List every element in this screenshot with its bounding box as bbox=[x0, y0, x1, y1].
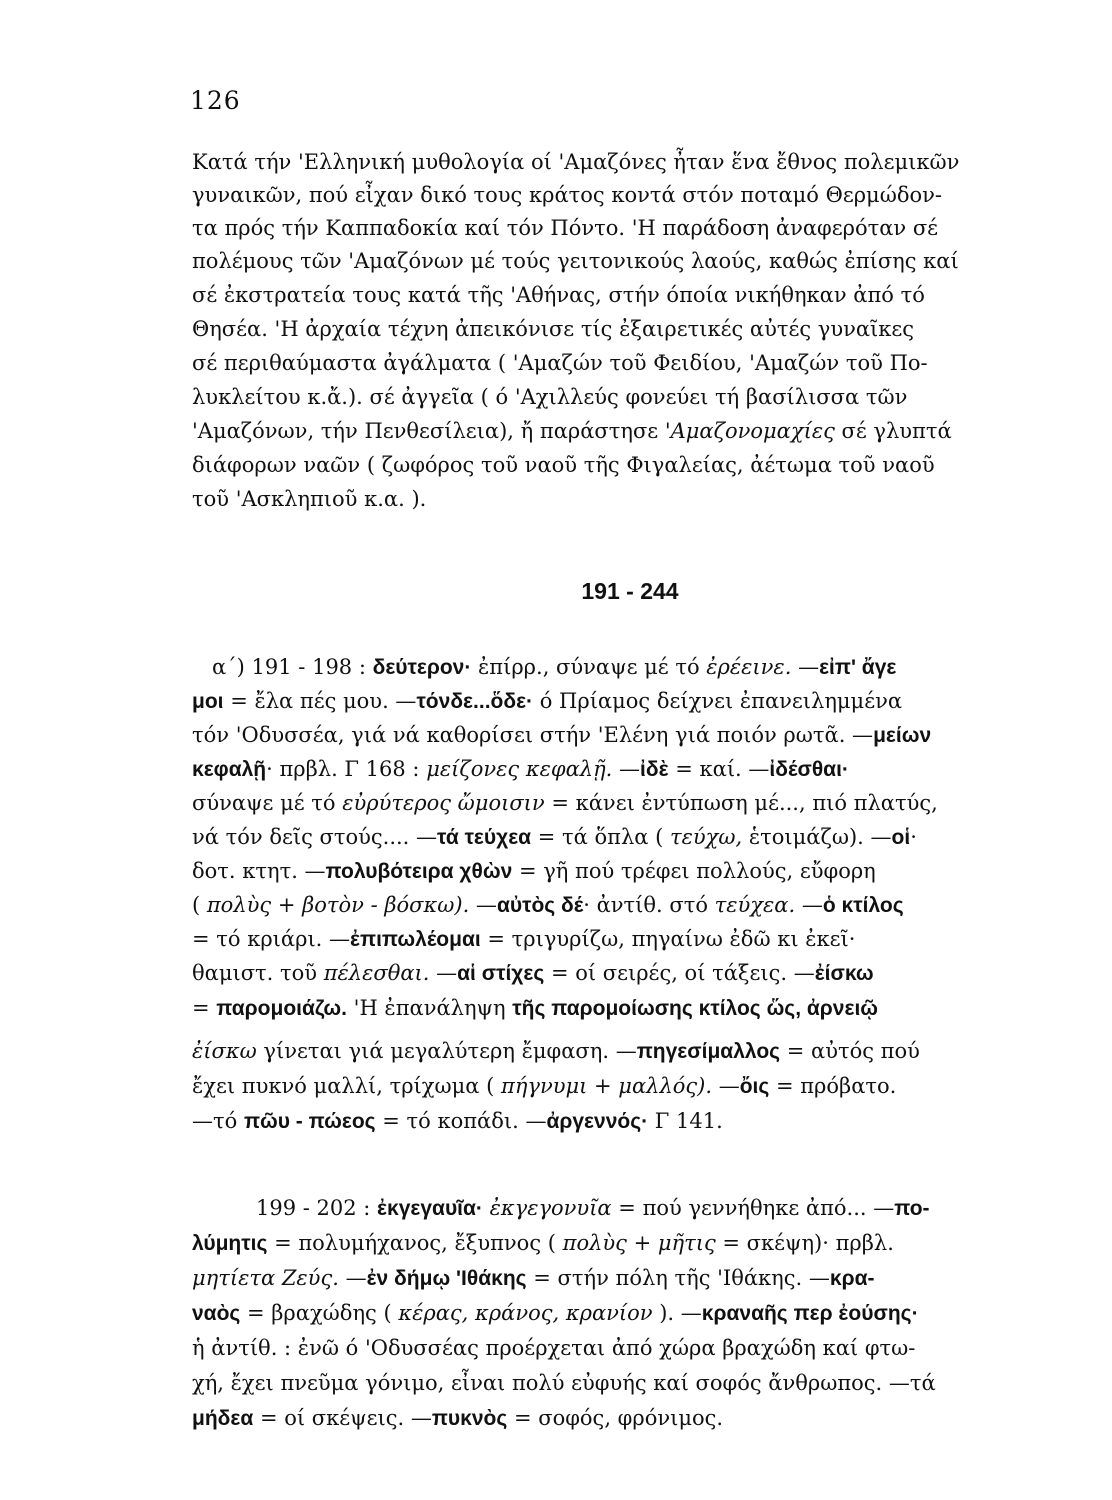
text-run: — bbox=[429, 961, 458, 985]
quote-italic: τεύχεα. bbox=[714, 893, 796, 917]
text-line bbox=[192, 280, 925, 310]
text-line bbox=[212, 652, 896, 683]
quote-italic: μείζονες κεφαλῇ. bbox=[426, 757, 613, 781]
quote-italic: πολὺς + μῆτις bbox=[562, 1231, 716, 1255]
text-run: τα πρός τήν Καππαδοκία καί τόν Πόντο. 'Η παράδοση ἀναφερόταν σέ bbox=[192, 216, 939, 240]
text-run: σύναψε μέ τό bbox=[192, 791, 343, 815]
lemma-bold: ὄις bbox=[739, 1075, 770, 1098]
lemma-bold: πῶυ - πώεος bbox=[243, 1110, 376, 1133]
text-line bbox=[192, 382, 907, 412]
text-line bbox=[192, 1368, 936, 1398]
text-run: νά τόν δεῖς στούς.... — bbox=[192, 825, 438, 849]
text-run: ). — bbox=[652, 1301, 702, 1325]
text-run: = γῆ πού τρέφει πολλούς, εὔφορη bbox=[512, 859, 876, 883]
text-run: — bbox=[712, 1074, 740, 1098]
text-line bbox=[192, 1071, 896, 1102]
text-run: · ἀντίθ. στό bbox=[583, 893, 715, 917]
text-line bbox=[256, 1193, 930, 1224]
text-run: σέ γλυπτά bbox=[834, 419, 952, 443]
text-run: = κάνει ἐντύπωση μέ..., πιό πλατύς, bbox=[544, 791, 938, 815]
text-run: = καί. — bbox=[668, 757, 770, 781]
text-run: ( bbox=[192, 893, 207, 917]
lemma-bold: ἐν δήμῳ 'Ιθάκης bbox=[366, 1267, 527, 1290]
text-line bbox=[192, 1403, 723, 1434]
lemma-bold: ὁ κτίλος bbox=[822, 894, 904, 917]
section-heading: 191 - 244 bbox=[581, 578, 679, 604]
text-run: = πού γεννήθηκε ἀπό... — bbox=[611, 1196, 895, 1220]
text-run: —τό bbox=[192, 1109, 244, 1133]
quote-italic: κέρας, κράνος, κρανίον bbox=[398, 1301, 653, 1325]
quote-italic: πέλεσθαι. bbox=[323, 961, 430, 985]
text-run: = οί σειρές, οί τάξεις. — bbox=[544, 961, 815, 985]
text-run: = τριγυρίζω, πηγαίνω ἐδῶ κι ἐκεῖ· bbox=[480, 927, 856, 951]
text-run: α΄) 191 - 198 : bbox=[212, 655, 373, 679]
text-line bbox=[192, 180, 942, 210]
text-line bbox=[192, 1333, 915, 1363]
text-run: = τό κοπάδι. — bbox=[375, 1109, 547, 1133]
text-line bbox=[192, 754, 849, 785]
text-run: = τό κριάρι. — bbox=[192, 927, 351, 951]
text-line bbox=[192, 1106, 723, 1137]
text-run: = αὐτός πού bbox=[780, 1039, 920, 1063]
text-run: Κατά τήν 'Ελληνική μυθολογία οί 'Αμαζόνες ἦταν ἕνα ἔθνος πολεμικῶν bbox=[192, 150, 960, 174]
lemma-bold: ἐίσκω bbox=[814, 962, 874, 985]
lemma-bold: ἐκγεγαυῖα· bbox=[377, 1197, 483, 1220]
text-run: ἔχει πυκνό μαλλί, τρίχωμα ( bbox=[192, 1074, 502, 1098]
lemma-bold: παρομοιάζω. bbox=[216, 997, 347, 1020]
lemma-bold: ναὸς bbox=[192, 1302, 241, 1325]
text-line bbox=[192, 720, 931, 751]
lemma-bold: κεφαλῇ bbox=[192, 758, 267, 781]
text-run: Γ 141. bbox=[648, 1109, 723, 1133]
text-line bbox=[192, 213, 938, 243]
lemma-bold: μείων bbox=[873, 724, 932, 747]
text-run: ό Πρίαμος δείχνει ἐπανειλημμένα bbox=[533, 689, 903, 713]
lemma-bold: αὐτὸς δέ bbox=[496, 894, 584, 917]
quote-italic: πολὺς + βοτὸν - βόσκω). bbox=[206, 893, 470, 917]
text-run: ἡ ἀντίθ. : ἐνῶ ό 'Οδυσσέας προέρχεται ἀπό χώρα βραχώδη καί φτω- bbox=[192, 1336, 916, 1360]
lemma-bold: ἀργεννός· bbox=[546, 1110, 649, 1133]
lemma-bold: δεύτερον· bbox=[372, 656, 472, 679]
text-line bbox=[192, 450, 935, 480]
text-run: = σκέψη)· πρβλ. bbox=[715, 1231, 894, 1255]
text-run: λυκλείτου κ.ἄ.). σέ ἀγγεῖα ( ό 'Αχιλλεύς φονεύει τή βασίλισσα τῶν bbox=[192, 385, 908, 409]
lemma-bold: αἱ στίχες bbox=[457, 962, 545, 985]
text-line bbox=[192, 484, 426, 514]
page-number: 126 bbox=[190, 86, 241, 115]
text-run: = σοφός, φρόνιμος. bbox=[507, 1406, 724, 1430]
text-run: = στήν πόλη τῆς 'Ιθάκης. — bbox=[526, 1266, 830, 1290]
text-run: = βραχώδης ( bbox=[240, 1301, 399, 1325]
text-line bbox=[192, 686, 902, 717]
text-line bbox=[192, 1263, 874, 1294]
text-line bbox=[192, 147, 959, 177]
text-run: θαμιστ. τοῦ bbox=[192, 961, 324, 985]
text-line bbox=[192, 1036, 920, 1067]
text-run: δοτ. κτητ. — bbox=[192, 859, 326, 883]
text-run: 199 - 202 : bbox=[256, 1196, 378, 1220]
lemma-bold: πυκνὸς bbox=[431, 1407, 508, 1430]
text-run: γυναικῶν, πού εἶχαν δικό τους κράτος κοντά στόν ποταμό Θερμώδον- bbox=[192, 183, 942, 207]
text-run: — bbox=[791, 655, 820, 679]
text-run: = ἔλα πές μου. — bbox=[223, 689, 417, 713]
quote-italic: πήγνυμι + μαλλός). bbox=[501, 1074, 713, 1098]
text-run: σέ ἐκστρατεία τους κατά τῆς 'Αθήνας, στήν όποία νικήθηκαν ἀπό τό bbox=[192, 283, 925, 307]
lemma-bold: ἰδέσθαι· bbox=[769, 758, 849, 781]
text-run: πολέμους τῶν 'Αμαζόνων μέ τούς γειτονικούς λαούς, καθώς ἐπίσης καί bbox=[192, 249, 959, 273]
text-run: — bbox=[612, 757, 641, 781]
text-line bbox=[192, 246, 959, 276]
text-line bbox=[192, 1298, 919, 1329]
text-run: · bbox=[910, 825, 917, 849]
text-run: γίνεται γιά μεγαλύτερη ἔμφαση. — bbox=[256, 1039, 637, 1063]
text-run: · πρβλ. Γ 168 : bbox=[266, 757, 427, 781]
quote-italic: εὐρύτερος ὤμοισιν bbox=[342, 791, 545, 815]
lemma-bold: ἰδὲ bbox=[640, 758, 669, 781]
text-line bbox=[192, 890, 904, 921]
quote-italic: ἐίσκω bbox=[192, 1039, 257, 1063]
text-run: — bbox=[795, 893, 823, 917]
lemma-bold: οἱ bbox=[891, 826, 911, 849]
text-run: = πρόβατο. bbox=[769, 1074, 897, 1098]
text-run: τοῦ 'Ασκληπιοῦ κ.α. ). bbox=[192, 487, 427, 511]
text-line bbox=[192, 924, 855, 955]
lemma-bold: πηγεσίμαλλος bbox=[636, 1040, 781, 1063]
text-run: — bbox=[338, 1266, 367, 1290]
lemma-bold: κρα- bbox=[829, 1267, 875, 1290]
text-line bbox=[192, 348, 928, 378]
text-run: σέ περιθαύμαστα ἀγάλματα ( 'Αμαζών τοῦ Φειδίου, 'Αμαζών τοῦ Πο- bbox=[192, 351, 928, 375]
lemma-bold: πολυβότειρα χθὼν bbox=[325, 860, 513, 883]
text-run: ἐπίρρ., σύναψε μέ τό bbox=[471, 655, 707, 679]
lemma-bold: τά τεύχεα bbox=[437, 826, 532, 849]
lemma-bold: τῆς παρομοίωσης κτίλος ὥς, ἀρνειῷ bbox=[512, 997, 879, 1020]
text-line bbox=[192, 856, 876, 887]
text-line bbox=[192, 958, 874, 989]
quote-italic: τεύχω, bbox=[670, 825, 743, 849]
lemma-bold: κραναῆς περ ἐούσης· bbox=[701, 1302, 919, 1325]
text-line bbox=[192, 993, 878, 1024]
text-line bbox=[192, 822, 917, 853]
lemma-bold: τόνδε...ὅδε· bbox=[416, 690, 534, 713]
lemma-bold: μοι bbox=[192, 690, 224, 713]
text-run: 'Αμαζόνων, τήν Πενθεσίλεια), ἤ παράστησε bbox=[192, 419, 665, 443]
text-line bbox=[192, 788, 938, 818]
quote-italic: ἐκγεγονυῖα bbox=[489, 1196, 612, 1220]
text-line bbox=[192, 314, 914, 344]
lemma-bold: ἐπιπωλέομαι bbox=[350, 928, 481, 951]
text-line bbox=[192, 1228, 894, 1259]
quote-italic: ἐρέεινε. bbox=[706, 655, 792, 679]
text-run: Θησέα. 'Η ἀρχαία τέχνη ἀπεικόνισε τίς ἐξαιρετικές αὐτές γυναῖκες bbox=[192, 317, 915, 341]
text-run bbox=[483, 1196, 490, 1220]
text-run: διάφορων ναῶν ( ζωφόρος τοῦ ναοῦ τῆς Φιγαλείας, ἀέτωμα τοῦ ναοῦ bbox=[192, 453, 935, 477]
text-line bbox=[192, 416, 952, 446]
text-run: τόν 'Οδυσσέα, γιά νά καθορίσει στήν 'Ελένη γιά ποιόν ρωτᾶ. — bbox=[192, 723, 874, 747]
text-run: — bbox=[469, 893, 497, 917]
text-run: = οί σκέψεις. — bbox=[253, 1406, 432, 1430]
quote-italic: 'Αμαζονομαχίες bbox=[664, 419, 835, 443]
lemma-bold: λύμητις bbox=[192, 1232, 268, 1255]
text-run: χή, ἔχει πνεῦμα γόνιμο, εἶναι πολύ εὐφυής καί σοφός ἄνθρωπος. —τά bbox=[192, 1371, 936, 1395]
lemma-bold: πο- bbox=[894, 1197, 930, 1220]
text-run: = πολυμήχανος, ἔξυπνος ( bbox=[267, 1231, 563, 1255]
lemma-bold: εἰπ' ἄγε bbox=[819, 656, 897, 679]
text-run: ἑτοιμάζω). — bbox=[742, 825, 892, 849]
text-run: = bbox=[192, 996, 217, 1020]
text-run: 'Η ἐπανάληψη bbox=[347, 996, 513, 1020]
quote-italic: μητίετα Ζεύς. bbox=[192, 1266, 339, 1290]
text-run: = τά ὅπλα ( bbox=[531, 825, 670, 849]
lemma-bold: μήδεα bbox=[192, 1407, 254, 1430]
